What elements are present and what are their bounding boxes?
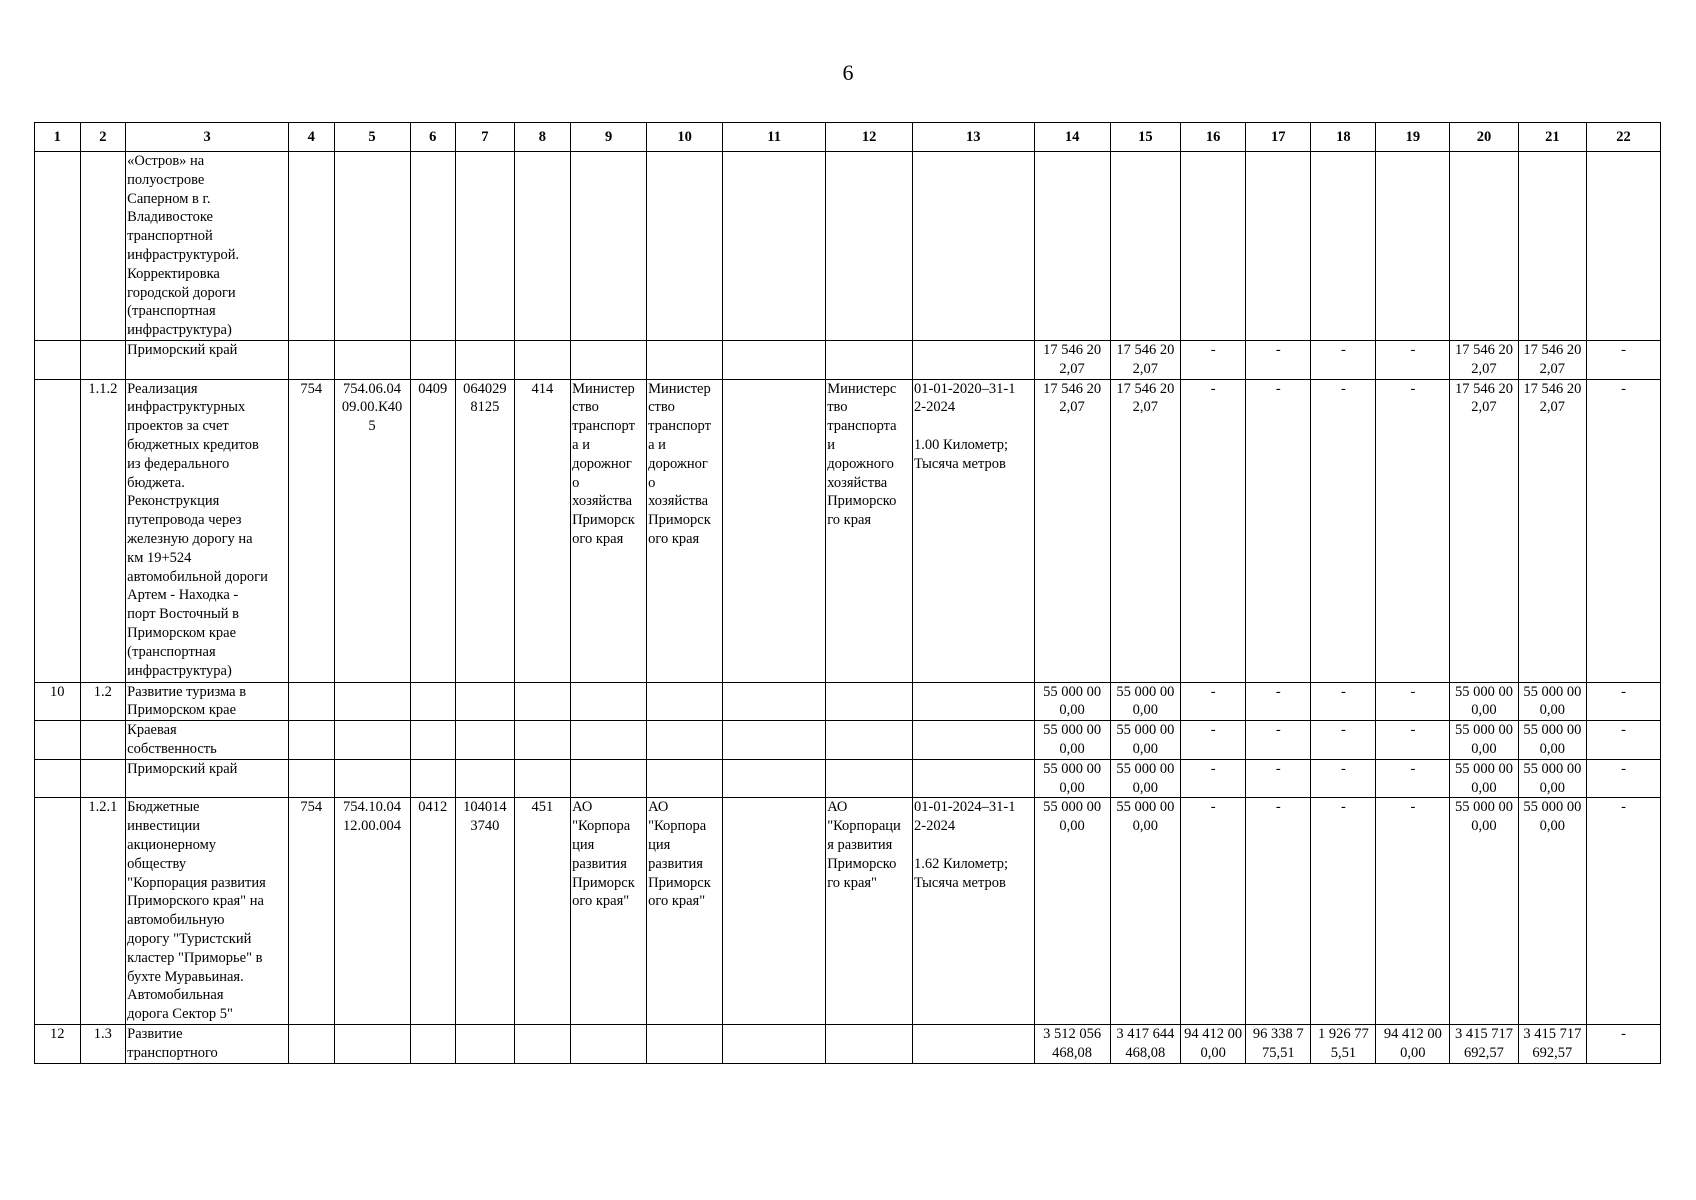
page-number: 6 — [842, 60, 854, 85]
table-cell-col-8 — [514, 152, 570, 341]
table-cell-col-22: - — [1587, 759, 1661, 798]
table-cell-col-11 — [723, 379, 826, 682]
table-cell-col-6 — [410, 721, 456, 760]
table-cell-col-11 — [723, 340, 826, 379]
table-cell-col-1: 10 — [35, 682, 81, 721]
table-cell-col-5: 754.06.04 09.00.К40 5 — [334, 379, 410, 682]
table-cell-col-12 — [826, 721, 913, 760]
table-cell-col-16: - — [1181, 798, 1246, 1025]
column-header: 12 — [826, 123, 913, 152]
table-cell-col-5 — [334, 340, 410, 379]
table-cell-col-6: 0412 — [410, 798, 456, 1025]
table-cell-col-3: Развитие транспортного — [126, 1024, 289, 1063]
table-cell-col-4 — [288, 682, 334, 721]
table-cell-col-16: - — [1181, 340, 1246, 379]
column-header: 11 — [723, 123, 826, 152]
table-cell-col-21 — [1518, 152, 1586, 341]
column-header: 14 — [1034, 123, 1110, 152]
table-cell-col-13 — [913, 1024, 1035, 1063]
table-cell-col-8: 414 — [514, 379, 570, 682]
table-cell-col-10 — [647, 152, 723, 341]
table-cell-col-14: 55 000 00 0,00 — [1034, 721, 1110, 760]
table-cell-col-7: 104014 3740 — [456, 798, 515, 1025]
table-cell-col-20: 55 000 00 0,00 — [1450, 798, 1518, 1025]
table-cell-col-14: 17 546 20 2,07 — [1034, 379, 1110, 682]
table-cell-col-17: - — [1246, 721, 1311, 760]
table-cell-col-4 — [288, 152, 334, 341]
table-cell-col-15: 55 000 00 0,00 — [1110, 721, 1181, 760]
table-cell-col-7 — [456, 682, 515, 721]
table-cell-col-4: 754 — [288, 379, 334, 682]
table-cell-col-4 — [288, 759, 334, 798]
table-cell-col-14: 55 000 00 0,00 — [1034, 682, 1110, 721]
table-cell-col-12 — [826, 682, 913, 721]
table-cell-col-3: Краевая собственность — [126, 721, 289, 760]
column-header: 4 — [288, 123, 334, 152]
table-cell-col-18: 1 926 77 5,51 — [1311, 1024, 1376, 1063]
table-cell-col-11 — [723, 721, 826, 760]
table-cell-col-10 — [647, 340, 723, 379]
table-cell-col-3: Развитие туризма в Приморском крае — [126, 682, 289, 721]
column-header: 1 — [35, 123, 81, 152]
table-cell-col-19: - — [1376, 721, 1450, 760]
table-cell-col-15: 55 000 00 0,00 — [1110, 682, 1181, 721]
budget-table — [34, 122, 1661, 1064]
table-cell-col-6 — [410, 152, 456, 341]
table-row — [35, 798, 1661, 1025]
column-header: 6 — [410, 123, 456, 152]
table-cell-col-8 — [514, 721, 570, 760]
table-cell-col-19: - — [1376, 682, 1450, 721]
table-cell-col-7 — [456, 759, 515, 798]
table-cell-col-20: 55 000 00 0,00 — [1450, 682, 1518, 721]
column-header: 9 — [571, 123, 647, 152]
table-cell-col-19: 94 412 00 0,00 — [1376, 1024, 1450, 1063]
table-cell-col-9 — [571, 682, 647, 721]
table-cell-col-2: 1.1.2 — [80, 379, 126, 682]
table-cell-col-7 — [456, 340, 515, 379]
table-cell-col-20: 55 000 00 0,00 — [1450, 759, 1518, 798]
table-cell-col-14 — [1034, 152, 1110, 341]
table-row — [35, 340, 1661, 379]
table-cell-col-9 — [571, 340, 647, 379]
table-cell-col-14: 3 512 056 468,08 — [1034, 1024, 1110, 1063]
table-cell-col-21: 55 000 00 0,00 — [1518, 798, 1586, 1025]
table-cell-col-3: «Остров» на полуострове Саперном в г. Владивостоке транспортной инфраструктурой. Корректировка городской дороги (транспортная инфраструктура) — [126, 152, 289, 341]
table-cell-col-9 — [571, 1024, 647, 1063]
table-cell-col-22: - — [1587, 721, 1661, 760]
table-cell-col-8 — [514, 1024, 570, 1063]
table-cell-col-12 — [826, 759, 913, 798]
table-cell-col-1 — [35, 152, 81, 341]
table-cell-col-1 — [35, 379, 81, 682]
table-cell-col-5 — [334, 682, 410, 721]
table-cell-col-18: - — [1311, 759, 1376, 798]
table-cell-col-17: - — [1246, 759, 1311, 798]
table-cell-col-18 — [1311, 152, 1376, 341]
table-cell-col-5 — [334, 152, 410, 341]
table-cell-col-22: - — [1587, 798, 1661, 1025]
table-cell-col-18: - — [1311, 721, 1376, 760]
table-cell-col-9: Министер ство транспорт а и дорожног о хозяйства Приморск ого края — [571, 379, 647, 682]
table-cell-col-15: 55 000 00 0,00 — [1110, 798, 1181, 1025]
column-header: 21 — [1518, 123, 1586, 152]
table-cell-col-7 — [456, 152, 515, 341]
table-cell-col-2 — [80, 759, 126, 798]
table-cell-col-19: - — [1376, 379, 1450, 682]
column-header: 22 — [1587, 123, 1661, 152]
table-cell-col-19: - — [1376, 759, 1450, 798]
table-cell-col-10: АО "Корпора ция развития Приморск ого края" — [647, 798, 723, 1025]
table-cell-col-11 — [723, 1024, 826, 1063]
table-row — [35, 759, 1661, 798]
table-cell-col-11 — [723, 152, 826, 341]
table-cell-col-4 — [288, 1024, 334, 1063]
column-header: 15 — [1110, 123, 1181, 152]
table-cell-col-2 — [80, 721, 126, 760]
table-cell-col-13: 01-01-2020–31-1 2-2024 1.00 Километр; Тысяча метров — [913, 379, 1035, 682]
table-cell-col-1 — [35, 340, 81, 379]
table-cell-col-20 — [1450, 152, 1518, 341]
table-cell-col-16: 94 412 00 0,00 — [1181, 1024, 1246, 1063]
table-cell-col-21: 55 000 00 0,00 — [1518, 682, 1586, 721]
table-cell-col-21: 17 546 20 2,07 — [1518, 340, 1586, 379]
table-cell-col-9: АО "Корпора ция развития Приморск ого края" — [571, 798, 647, 1025]
column-header: 10 — [647, 123, 723, 152]
column-header: 5 — [334, 123, 410, 152]
table-cell-col-10 — [647, 759, 723, 798]
column-header: 13 — [913, 123, 1035, 152]
table-cell-col-3: Реализация инфраструктурных проектов за счет бюджетных кредитов из федерального бюджета. Реконструкция путепровода через железную дорогу на км 19+524 автомобильной дороги Артем - Находка - порт Восточный в Приморском крае (транспортная инфраструктура) — [126, 379, 289, 682]
table-cell-col-9 — [571, 721, 647, 760]
table-cell-col-21: 17 546 20 2,07 — [1518, 379, 1586, 682]
table-cell-col-2 — [80, 152, 126, 341]
table-cell-col-6 — [410, 682, 456, 721]
table-cell-col-20: 17 546 20 2,07 — [1450, 379, 1518, 682]
table-cell-col-12 — [826, 340, 913, 379]
table-cell-col-11 — [723, 798, 826, 1025]
column-header: 8 — [514, 123, 570, 152]
table-cell-col-22: - — [1587, 682, 1661, 721]
table-cell-col-4 — [288, 340, 334, 379]
column-header: 19 — [1376, 123, 1450, 152]
table-cell-col-6 — [410, 1024, 456, 1063]
table-cell-col-11 — [723, 682, 826, 721]
table-cell-col-16: - — [1181, 759, 1246, 798]
table-cell-col-22: - — [1587, 1024, 1661, 1063]
table-row — [35, 721, 1661, 760]
table-cell-col-20: 17 546 20 2,07 — [1450, 340, 1518, 379]
table-cell-col-5 — [334, 1024, 410, 1063]
table-cell-col-4: 754 — [288, 798, 334, 1025]
table-cell-col-2 — [80, 340, 126, 379]
table-cell-col-22: - — [1587, 379, 1661, 682]
table-row — [35, 682, 1661, 721]
table-cell-col-8 — [514, 759, 570, 798]
table-cell-col-13 — [913, 340, 1035, 379]
table-cell-col-16: - — [1181, 379, 1246, 682]
table-cell-col-12: АО "Корпораци я развития Приморско го края" — [826, 798, 913, 1025]
table-cell-col-6 — [410, 759, 456, 798]
table-cell-col-1 — [35, 721, 81, 760]
table-cell-col-2: 1.2 — [80, 682, 126, 721]
table-cell-col-19: - — [1376, 340, 1450, 379]
table-cell-col-16 — [1181, 152, 1246, 341]
table-cell-col-1: 12 — [35, 1024, 81, 1063]
column-header: 20 — [1450, 123, 1518, 152]
column-header: 3 — [126, 123, 289, 152]
table-cell-col-1 — [35, 798, 81, 1025]
column-header: 17 — [1246, 123, 1311, 152]
table-cell-col-15: 3 417 644 468,08 — [1110, 1024, 1181, 1063]
table-cell-col-12 — [826, 1024, 913, 1063]
table-cell-col-17 — [1246, 152, 1311, 341]
table-cell-col-8: 451 — [514, 798, 570, 1025]
table-cell-col-6 — [410, 340, 456, 379]
table-cell-col-5 — [334, 759, 410, 798]
table-cell-col-1 — [35, 759, 81, 798]
table-cell-col-22: - — [1587, 340, 1661, 379]
table-cell-col-6: 0409 — [410, 379, 456, 682]
table-cell-col-14: 55 000 00 0,00 — [1034, 798, 1110, 1025]
table-cell-col-11 — [723, 759, 826, 798]
table-cell-col-9 — [571, 759, 647, 798]
table-cell-col-15: 17 546 20 2,07 — [1110, 379, 1181, 682]
table-cell-col-18: - — [1311, 340, 1376, 379]
table-cell-col-8 — [514, 340, 570, 379]
table-cell-col-18: - — [1311, 682, 1376, 721]
table-cell-col-17: - — [1246, 798, 1311, 1025]
table-cell-col-18: - — [1311, 798, 1376, 1025]
table-cell-col-12: Министерс тво транспорта и дорожного хозяйства Приморско го края — [826, 379, 913, 682]
column-header: 2 — [80, 123, 126, 152]
table-cell-col-10 — [647, 721, 723, 760]
table-cell-col-15: 55 000 00 0,00 — [1110, 759, 1181, 798]
table-cell-col-19 — [1376, 152, 1450, 341]
table-cell-col-15: 17 546 20 2,07 — [1110, 340, 1181, 379]
table-cell-col-17: - — [1246, 340, 1311, 379]
table-cell-col-13 — [913, 759, 1035, 798]
table-cell-col-3: Приморский край — [126, 759, 289, 798]
table-cell-col-3: Бюджетные инвестиции акционерному обществу "Корпорация развития Приморского края" на автомобильную дорогу "Туристский кластер "Приморье" в бухте Муравьиная. Автомобильная дорога Сектор 5" — [126, 798, 289, 1025]
table-cell-col-5 — [334, 721, 410, 760]
table-cell-col-13 — [913, 682, 1035, 721]
table-row — [35, 1024, 1661, 1063]
table-row — [35, 152, 1661, 341]
table-cell-col-5: 754.10.04 12.00.004 — [334, 798, 410, 1025]
table-row — [35, 379, 1661, 682]
table-cell-col-13 — [913, 721, 1035, 760]
column-header: 7 — [456, 123, 515, 152]
table-cell-col-17: - — [1246, 682, 1311, 721]
table-cell-col-20: 55 000 00 0,00 — [1450, 721, 1518, 760]
table-cell-col-10: Министер ство транспорт а и дорожног о хозяйства Приморск ого края — [647, 379, 723, 682]
table-cell-col-21: 55 000 00 0,00 — [1518, 759, 1586, 798]
table-cell-col-17: 96 338 7 75,51 — [1246, 1024, 1311, 1063]
table-cell-col-10 — [647, 682, 723, 721]
table-cell-col-19: - — [1376, 798, 1450, 1025]
header-row — [35, 123, 1661, 152]
table-cell-col-16: - — [1181, 721, 1246, 760]
table-cell-col-4 — [288, 721, 334, 760]
table-cell-col-7 — [456, 721, 515, 760]
table-cell-col-14: 17 546 20 2,07 — [1034, 340, 1110, 379]
table-cell-col-17: - — [1246, 379, 1311, 682]
table-cell-col-3: Приморский край — [126, 340, 289, 379]
table-cell-col-13 — [913, 152, 1035, 341]
table-cell-col-20: 3 415 717 692,57 — [1450, 1024, 1518, 1063]
table-cell-col-7 — [456, 1024, 515, 1063]
table-cell-col-2: 1.3 — [80, 1024, 126, 1063]
table-cell-col-2: 1.2.1 — [80, 798, 126, 1025]
table-cell-col-21: 3 415 717 692,57 — [1518, 1024, 1586, 1063]
table-cell-col-18: - — [1311, 379, 1376, 682]
table-cell-col-16: - — [1181, 682, 1246, 721]
table-cell-col-13: 01-01-2024–31-1 2-2024 1.62 Километр; Тысяча метров — [913, 798, 1035, 1025]
column-header: 16 — [1181, 123, 1246, 152]
table-cell-col-22 — [1587, 152, 1661, 341]
table-cell-col-12 — [826, 152, 913, 341]
table-cell-col-14: 55 000 00 0,00 — [1034, 759, 1110, 798]
table-cell-col-10 — [647, 1024, 723, 1063]
column-header: 18 — [1311, 123, 1376, 152]
table-cell-col-21: 55 000 00 0,00 — [1518, 721, 1586, 760]
table-cell-col-7: 064029 8125 — [456, 379, 515, 682]
table-cell-col-8 — [514, 682, 570, 721]
table-cell-col-9 — [571, 152, 647, 341]
table-cell-col-15 — [1110, 152, 1181, 341]
